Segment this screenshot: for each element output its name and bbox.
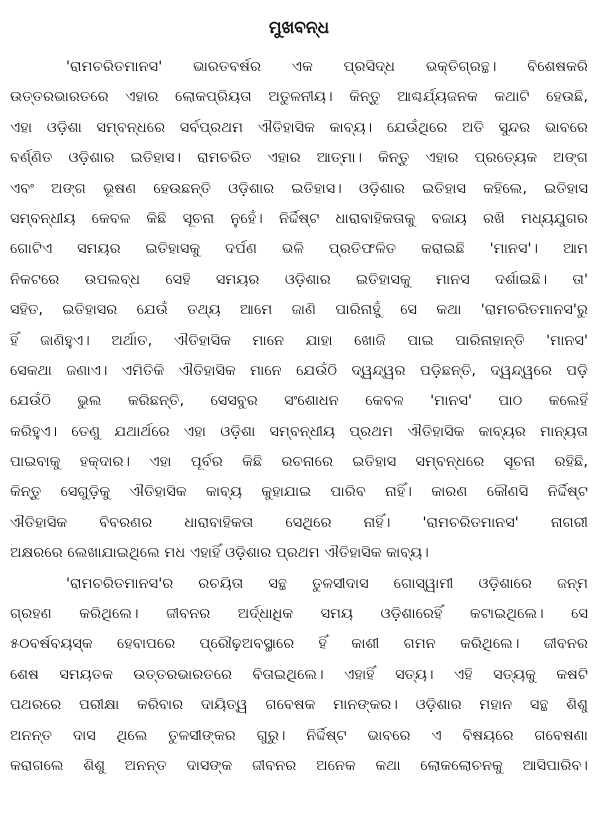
text-line: ସେକଥା ଜଣାଏ। ଏମିତିକି ଐତିହାସିକ ମାନେ ଯେଉଁଠି ଦ୍ୱନ୍ଦ୍ୱର ପଡ଼ିଛନ୍ତି, ଦ୍ୱନ୍ଦ୍ୱରେ ପଡ଼ି — [10, 361, 588, 379]
text-line: ଉତ୍ତରଭାରତରେ ଏହାର ଲୋକପ୍ରିୟତା ଅତୁଳନୀୟ। କିନ୍ତୁ ଆଶ୍ଚର୍ଯ୍ୟଜନକ କଥାଟି ହେଉଛି, — [10, 88, 588, 106]
text-line: ପାଇବାକୁ ହକ୍‌ଦାର। ଏହା ପୂର୍ବର କିଛି ରଚନାରେ ଇତିହାସ ସମ୍ବନ୍ଧରେ ସୂଚନା ରହିଛି, — [10, 453, 588, 471]
text-line: ଏହା ଓଡ଼ିଶା ସମ୍ବନ୍ଧରେ ସର୍ବପ୍ରଥମ ଐତିହାସିକ କାବ୍ୟ। ଯେଉଁଥିରେ ଅତି ସୁନ୍ଦର ଭାବରେ — [10, 118, 588, 136]
text-line: ଐତିହାସିକ ବିବରଣର ଧାରାବାହିକତା ସେଥିରେ ନାହିଁ। 'ରାମଚରିତମାନସ' ନାଗରୀ — [10, 513, 588, 531]
text-line: ଅକ୍ଷରରେ ଲେଖାଯାଇଥିଲେ ମଧ ଏହାହିଁ ଓଡ଼ିଶାର ପ୍ରଥମ ଐତିହାସିକ କାବ୍ୟ। — [10, 544, 429, 562]
text-line: ଯେଉଁଠି ଭୁଲ କରିଛନ୍ତି, ସେସବୁର ସଂଶୋଧନ କେବଳ 'ମାନସ' ପାଠ କଲେହିଁ — [10, 392, 588, 410]
paragraph-2 — [10, 569, 588, 782]
text-line: ସମ୍ବନ୍ଧୀୟ କେବଳ କିଛି ସୂଚନା ନୁହେଁ। ନିର୍ଦ୍ଦିଷ୍ଟ ଧାରାବାହିକତାକୁ ବଜାୟ ରଖି ମଧ୍ୟଯୁଗର — [10, 209, 588, 227]
text-line: ଶେଷ ସମୟତକ ଉତ୍ତରଭାରତରେ ବିତାଇଥିଲେ। ଏହାହିଁ ସତ୍ୟ। ଏହି ସତ୍ୟକୁ କଷଟି — [10, 665, 588, 683]
text-line: କରାଗଲେ ଶିଶୁ ଅନନ୍ତ ଦାସଙ୍କ ଜୀବନର ଅନେକ କଥା ଲୋକଲୋଚନକୁ ଆସିପାରିବ। — [10, 756, 588, 774]
text-line: ଏବଂ ଅଙ୍ଗ ଭୂଷଣ ହେଉଛନ୍ତି ଓଡ଼ିଶାର ଇତିହାସ। ଓଡ଼ିଶାର ଇତିହାସ କହିଲେ, ଇତିହାସ — [10, 179, 588, 197]
text-line: ସହିତ, ଇତିହାସର ଯେଉଁ ତଥ୍ୟ ଆମେ ଜାଣି ପାରିନାହୁଁ ସେ କଥା 'ରାମଚରିତମାନସ'ରୁ — [10, 301, 588, 319]
text-line: 'ରାମଚରିତମାନସ'ର ରଚୟିତା ସନ୍ଥ ତୁଳସୀଦାସ ଗୋସ୍ୱାମୀ ଓଡ଼ିଶାରେ ଜନ୍ମ — [66, 574, 588, 592]
text-line: ବର୍ଣ୍ଣିତ ଓଡ଼ିଶାର ଇତିହାସ। ରାମଚରିତ ଏହାର ଆତ୍ମା। କିନ୍ତୁ ଏହାର ପ୍ରତ୍ୟେକ ଅଙ୍ଗ — [10, 149, 588, 167]
text-line: କରିହୁଏ। ତେଣୁ ଯଥାର୍ଥରେ ଏହା ଓଡ଼ିଶା ସମ୍ବନ୍ଧୀୟ ପ୍ରଥମ ଐତିହାସିକ କାବ୍ୟର ମାନ୍ୟତା — [10, 422, 588, 440]
text-line: କିନ୍ତୁ ସେଗୁଡ଼ିକୁ ଐତିହାସିକ କାବ୍ୟ କୁହାଯାଇ ପାରିବ ନାହିଁ। କାରଣ କୌଣସି ନିର୍ଦ୍ଦିଷ୍ଟ — [10, 483, 588, 501]
text-line: ଗୋଟିଏ ସମୟର ଇତିହାସକୁ ଦର୍ପଣ ଭଳି ପ୍ରତିଫଳିତ କରାଇଛି 'ମାନସ'। ଆମ — [10, 240, 588, 258]
text-line: ହିଁ ଜାଣିହୁଏ। ଅର୍ଥାତ, ଐତିହାସିକ ମାନେ ଯାହା ଖୋଜି ପାଇ ପାରିନାହାନ୍ତି 'ମାନସ' — [10, 331, 588, 349]
text-line: ପଥରରେ ପରୀକ୍ଷା କରିବାର ଦାୟିତ୍ୱ ଗବେଷକ ମାନଙ୍କର। ଓଡ଼ିଶାର ମହାନ ସନ୍ଥ ଶିଶୁ — [10, 696, 588, 714]
paragraph-1 — [10, 52, 588, 569]
text-line: ଅନନ୍ତ ଦାସ ଥିଲେ ତୁଳସୀଙ୍କର ଗୁରୁ। ନିର୍ଦ୍ଦିଷ୍ଟ ଭାବରେ ଏ ବିଷୟରେ ଗବେଷଣା — [10, 726, 588, 744]
text-line: ୫୦ବର୍ଷବୟସ୍କ ହେବାପରେ ପ୍ରୌଢ଼ଅବସ୍ଥାରେ ହିଁ କାଶୀ ଗମନ କରିଥିଲେ। ଜୀବନର — [10, 635, 588, 653]
text-line: 'ରାମଚରିତମାନସ' ଭାରତବର୍ଷର ଏକ ପ୍ରସିଦ୍ଧ ଭକ୍ତିଗ୍ରନ୍ଥ। ବିଶେଷକରି — [66, 58, 588, 75]
text-line: ଗ୍ରହଣ କରିଥିଲେ। ଜୀବନର ଅର୍ଦ୍ଧାଧିକ ସମୟ ଓଡ଼ିଶାରେହିଁ କଟାଇଥିଲେ। ସେ — [10, 605, 588, 623]
text-line: ନିକଟରେ ଉପଲବ୍ଧ ସେହି ସମୟର ଓଡ଼ିଶାର ଇତିହାସକୁ ମାନସ ଦର୍ଶାଇଛି। ତା' — [10, 270, 588, 288]
page-title: ମୁଖବନ୍ଧ — [268, 18, 330, 38]
